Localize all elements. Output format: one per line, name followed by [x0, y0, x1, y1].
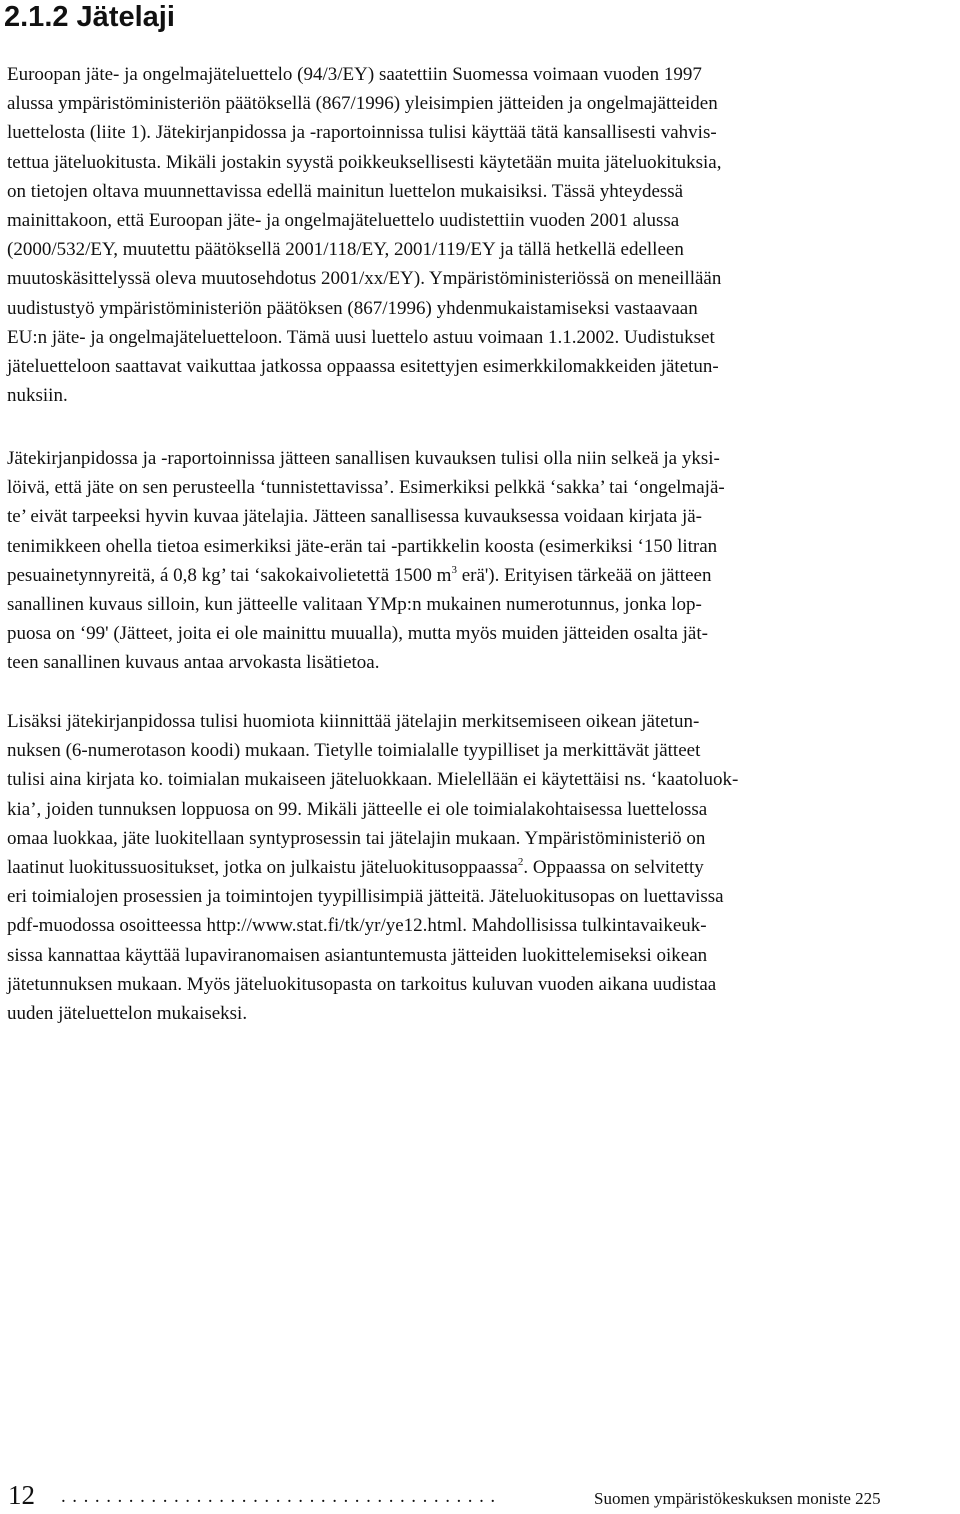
text-line: luettelosta (liite 1). Jätekirjanpidossa ja -raportoinnissa tulisi käyttää tätä kansallisesti vahvis-: [7, 122, 717, 144]
text-segment: laatinut luokitussuositukset, jotka on julkaistu jäteluokitusoppaassa: [7, 856, 518, 878]
text-line: nuksen (6-numerotason koodi) mukaan. Tietylle toimialalle tyypilliset ja merkittävät jätteet: [7, 740, 701, 762]
text-line: jätetunnuksen mukaan. Myös jäteluokitusopasta on tarkoitus kuluvan vuoden aikana uudistaa: [7, 973, 717, 995]
text-line: te’ eivät tarpeeksi hyvin kuvaa jätelajia. Jätteen sanallisessa kuvauksessa voidaan kirjata jä-: [7, 506, 702, 528]
text-line: nuksiin.: [7, 385, 68, 407]
paragraph-waste-code: [7, 707, 738, 1028]
paragraph-waste-description: [7, 444, 725, 678]
text-line: uuden jäteluettelon mukaiseksi.: [7, 1002, 248, 1024]
text-line: Euroopan jäte- ja ongelmajäteluettelo (94/3/EY) saatettiin Suomessa voimaan vuoden 1997: [7, 64, 702, 85]
text-line: sissa kannattaa käyttää lupaviranomaisen asiantuntemusta jätteiden luokittelemiseksi oikean: [7, 944, 708, 966]
text-line: jäteluetteloon saattavat vaikuttaa jatkossa oppaassa esitettyjen esimerkkilomakkeiden jätetun-: [7, 355, 719, 377]
text-line-with-superscript: [7, 561, 725, 590]
paragraph-waste-list: [7, 60, 721, 410]
text-segment: . Oppaassa on selvitetty: [523, 856, 704, 878]
text-line: löivä, että jäte on sen perusteella ‘tunnistettavissa’. Esimerkiksi pelkkä ‘sakka’ tai ‘ongelmajä-: [7, 477, 725, 499]
text-line: mainittakoon, että Euroopan jäte- ja ongelmajäteluettelo uudistettiin vuoden 2001 alussa: [7, 209, 680, 231]
text-line: tulisi aina kirjata ko. toimialan mukaiseen jäteluokkaan. Mielellään ei käytettäisi ns. ‘kaatoluok-: [7, 769, 739, 791]
superscript-cubic: 3: [451, 563, 457, 576]
text-line: Lisäksi jätekirjanpidossa tulisi huomiota kiinnittää jätelajin merkitsemiseen oikean jätetun-: [7, 711, 700, 732]
text-line: muutoskäsittelyssä oleva muutosehdotus 2001/xx/EY). Ympäristöministeriössä on meneillään: [7, 268, 722, 290]
text-line: (2000/532/EY, muutettu päätöksellä 2001/118/EY, 2001/119/EY ja tällä hetkellä edelleen: [7, 239, 684, 261]
text-line: puosa on ‘99' (Jätteet, joita ei ole mainittu muualla), mutta myös muiden jätteiden osalta jät-: [7, 623, 708, 645]
text-line: sanallinen kuvaus silloin, kun jätteelle valitaan YMp:n mukainen numerotunnus, jonka lop-: [7, 593, 702, 615]
text-segment: pesuainetynnyreitä, á 0,8 kg’ tai ‘sakokaivolietettä 1500 m: [7, 564, 452, 586]
text-line: tenimikkeen ohella tietoa esimerkiksi jäte-erän tai -partikkelin koosta (esimerkiksi ‘150 litran: [7, 535, 718, 557]
page-number: 12: [8, 1480, 35, 1510]
dot-leader: . . . . . . . . . . . . . . . . . . . . . . . . . . . . . . . . . . . . . . .: [61, 1486, 497, 1507]
text-line: alussa ympäristöministeriön päätöksellä (867/1996) yleisimpien jätteiden ja ongelmajätteiden: [7, 93, 718, 115]
text-line: teen sanallinen kuvaus antaa arvokasta lisätietoa.: [7, 652, 380, 674]
text-line: EU:n jäte- ja ongelmajäteluetteloon. Tämä uusi luettelo astuu voimaan 1.1.2002. Uudistukset: [7, 326, 715, 348]
text-line: kia’, joiden tunnuksen loppuosa on 99. Mikäli jätteelle ei ole toimialakohtaisessa luettelossa: [7, 798, 708, 820]
text-line: omaa luokkaa, jäte luokitellaan syntyprosessin tai jätelajin mukaan. Ympäristöministeriö on: [7, 827, 706, 849]
text-line: tettua jäteluokitusta. Mikäli jostakin syystä poikkeuksellisesti käytetään muita jäteluokituksia,: [7, 151, 722, 173]
text-segment: erä'). Erityisen tärkeää on jätteen: [456, 564, 712, 586]
text-line: Jätekirjanpidossa ja -raportoinnissa jätteen sanallisen kuvauksen tulisi olla niin selkeä ja yksi-: [7, 448, 720, 469]
section-heading: 2.1.2 Jätelaji: [4, 1, 175, 33]
text-line: eri toimialojen prosessien ja toimintojen tyypillisimpiä jätteitä. Jäteluokitusopas on luettavissa: [7, 886, 724, 908]
text-line: on tietojen oltava muunnettavissa edellä mainitun luettelon mukaisiksi. Tässä yhteydessä: [7, 180, 684, 202]
footnote-marker: 2: [517, 855, 524, 868]
page-footer: [8, 1478, 948, 1512]
text-line: pdf-muodossa osoitteessa http://www.stat.fi/tk/yr/ye12.html. Mahdollisissa tulkintavaikeuk-: [7, 915, 707, 937]
text-line: uudistustyö ympäristöministeriön päätöksen (867/1996) yhdenmukaistamiseksi vastaavaan: [7, 297, 698, 319]
text-line-with-footnote: [7, 853, 738, 882]
publication-title: Suomen ympäristökeskuksen moniste 225: [594, 1489, 881, 1508]
